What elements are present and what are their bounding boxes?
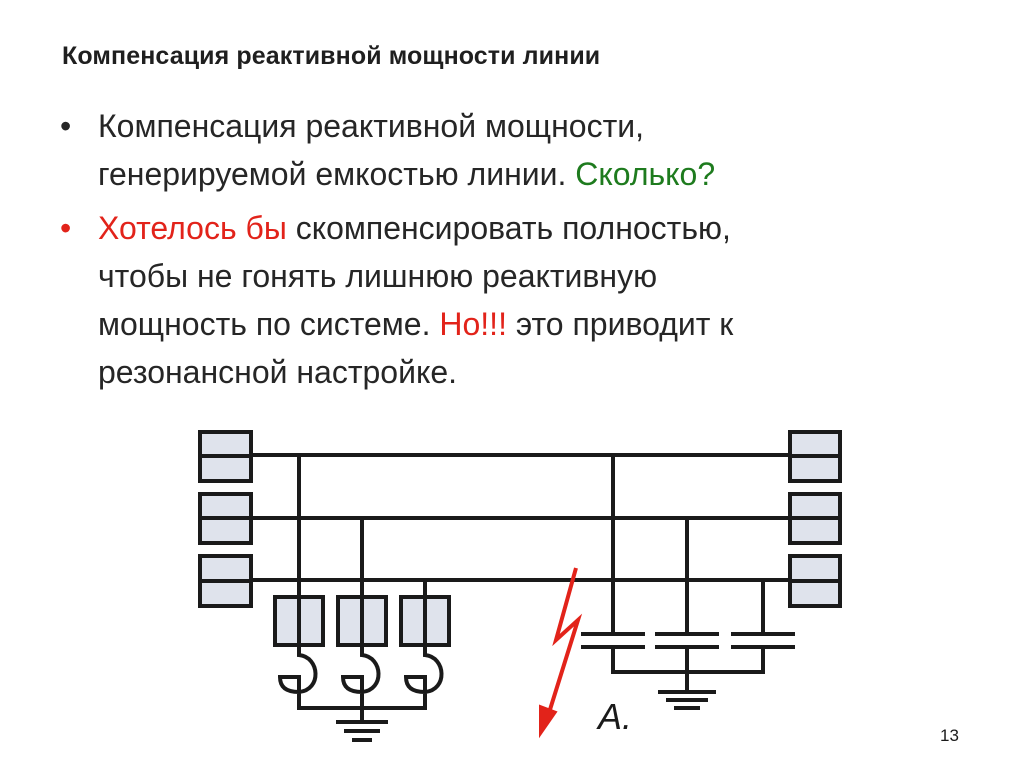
slide-title: Компенсация реактивной мощности линии [62,42,601,70]
reactor-box-b [338,597,386,645]
fault-label: A. [598,696,633,737]
source-terminal-right-a [790,432,840,481]
bullet-1-line-1: Компенсация реактивной мощности, [98,108,644,144]
source-terminal-right-b [790,494,840,543]
source-terminal-left-c [200,556,251,606]
bullet-marker: • [60,210,72,246]
reactor-box-c [401,597,449,645]
bullet-2-line-1-text: скомпенсировать полностью, [286,210,731,246]
reactor-coil-c [406,645,442,708]
fault-lightning-icon [548,568,578,716]
bullet-2-line-3-text: мощность по системе. [98,306,440,342]
question-how-much: Сколько? [575,156,716,192]
reactor-box-a [275,597,323,645]
reactor-coil-b [343,645,379,708]
bullet-marker: • [60,108,72,144]
highlight-wish: Хотелось бы [98,210,287,246]
source-terminal-right-c [790,556,840,606]
bullet-2-line-2: чтобы не гонять лишнюю реактивную [98,258,658,294]
reactor-coil-a [280,645,316,708]
bullet-1-line-2-text: генерируемой емкостью линии. [98,156,576,192]
bullet-2-line-4: резонансной настройке. [98,354,458,390]
source-terminal-left-a [200,432,251,481]
page-number: 13 [940,726,959,745]
bullet-2-line-3-tail: это приводит к [506,306,734,342]
source-terminal-left-b [200,494,251,543]
fault-arrowhead-icon [540,706,556,735]
highlight-but: Но!!! [439,306,507,342]
